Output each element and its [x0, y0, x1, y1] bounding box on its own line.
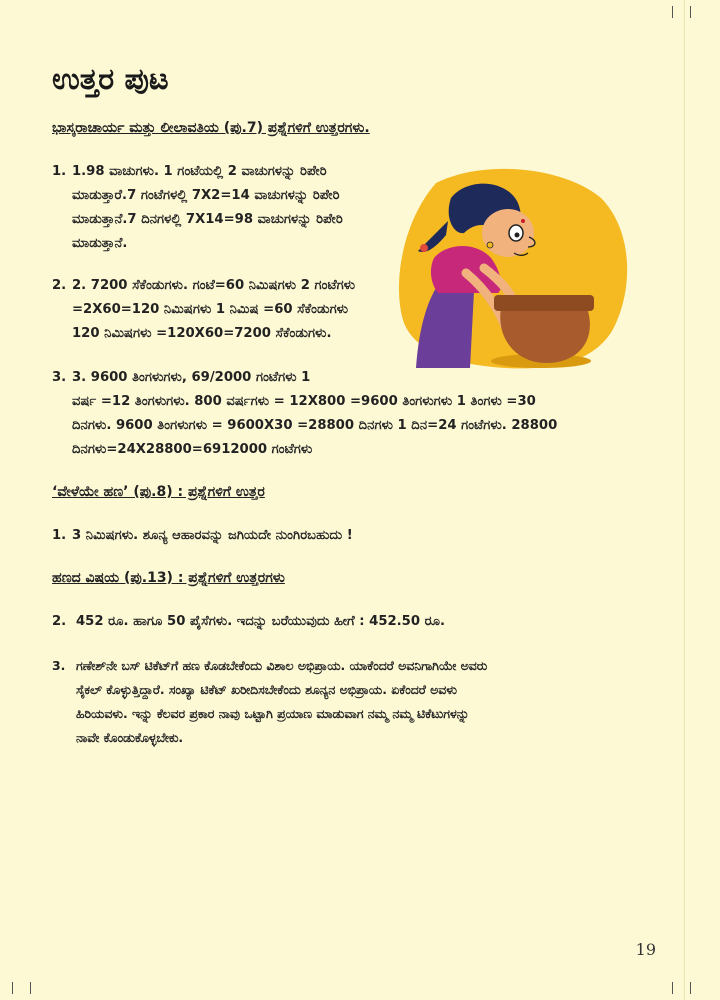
page-edge	[684, 0, 685, 1000]
answer-line: 3 ನಿಮಿಷಗಳು. ಶೂನ್ಯ ಆಹಾರವನ್ನು ಜಗಿಯದೇ ನುಂಗಿರಬಹುದು !	[72, 528, 353, 543]
item-number: 3.	[52, 370, 67, 385]
section-heading-veleye-hana: ‘ವೇಳೆಯೇ ಹಣ’ (ಪು.8) : ಪ್ರಶ್ನೆಗಳಿಗೆ ಉತ್ತರ	[52, 484, 265, 500]
item-number: 2.	[52, 614, 67, 629]
item-number: 3.	[52, 658, 66, 673]
answer-line: 452 ರೂ. ಹಾಗೂ 50 ಪೈಸೆಗಳು. ಇದನ್ನು ಬರೆಯುವುದು ಹೀಗೆ : 452.50 ರೂ.	[76, 614, 446, 629]
answer-line: ಮಾಡುತ್ತಾನೆ.	[72, 236, 128, 251]
answer-line: ದಿನಗಳು. 9600 ತಿಂಗಳುಗಳು = 9600X30 =28800 ದಿನಗಳು 1 ದಿನ=24 ಗಂಟೆಗಳು. 28800	[72, 418, 558, 433]
answer-line: 2. 7200 ಸೆಕೆಂಡುಗಳು. ಗಂಟೆ=60 ನಿಮಿಷಗಳು 2 ಗಂಟೆಗಳು	[72, 278, 356, 293]
section-heading-bhaskaracharya: ಭಾಸ್ಕರಾಚಾರ್ಯ ಮತ್ತು ಲೀಲಾವತಿಯ (ಪು.7) ಪ್ರಶ್ನೆಗಳಿಗೆ ಉತ್ತರಗಳು.	[52, 120, 370, 136]
crop-mark	[30, 982, 31, 994]
crop-mark	[690, 6, 691, 18]
answer-item	[52, 610, 632, 634]
crop-mark	[12, 982, 13, 994]
crop-mark	[690, 982, 691, 994]
answer-item	[52, 654, 652, 750]
answer-line: ಮಾಡುತ್ತಾನೆ.7 ದಿನಗಳಲ್ಲಿ 7X14=98 ವಾಚುಗಳನ್ನು ರಿಪೇರಿ	[72, 212, 343, 227]
crop-mark	[672, 6, 673, 18]
section-heading-hanada-vishaya: ಹಣದ ವಿಷಯ (ಪು.13) : ಪ್ರಶ್ನೆಗಳಿಗೆ ಉತ್ತರಗಳು	[52, 570, 285, 586]
answer-line: ದಿನಗಳು=24X28800=6912000 ಗಂಟೆಗಳು	[72, 442, 313, 457]
answer-line: 1.98 ವಾಚುಗಳು. 1 ಗಂಟೆಯಲ್ಲಿ 2 ವಾಚುಗಳನ್ನು ರಿಪೇರಿ	[72, 164, 327, 179]
answer-line: ಮಾಡುತ್ತಾರೆ.7 ಗಂಟೆಗಳಲ್ಲಿ 7X2=14 ವಾಚುಗಳನ್ನು ರಿಪೇರಿ	[72, 188, 340, 203]
answer-line: 3. 9600 ತಿಂಗಳುಗಳು, 69/2000 ಗಂಟೆಗಳು 1	[72, 370, 311, 385]
item-number: 2.	[52, 278, 67, 293]
answer-item	[52, 366, 612, 462]
answer-line: ಗಣೇಶ್‌ನೇ ಬಸ್ ಟಿಕೆಟ್‌ಗೆ ಹಣ ಕೊಡಬೇಕೆಂದು ವಿಶಾಲ ಅಭಿಪ್ರಾಯ. ಯಾಕೆಂದರೆ ಅವನಿಗಾಗಿಯೇ ಅವರು	[76, 658, 488, 673]
answer-line: ಸೈಕಲ್ ಕೊಳ್ಳುತ್ತಿದ್ದಾರೆ. ಸಂಖ್ಯಾ ಟಿಕೆಟ್ ಖರೀದಿಸಬೇಕೆಂದು ಶೂನ್ಯನ ಅಭಿಪ್ರಾಯ. ಏಕೆಂದರೆ ಅವಳು	[76, 682, 457, 697]
crop-mark	[672, 982, 673, 994]
hair-tie	[420, 244, 428, 252]
pot-lid	[494, 295, 594, 311]
answer-line: =2X60=120 ನಿಮಿಷಗಳು 1 ನಿಮಿಷ =60 ಸೆಕೆಂಡುಗಳು	[72, 302, 349, 317]
earring	[487, 242, 493, 248]
page-title: ಉತ್ತರ ಪುಟ	[52, 62, 169, 97]
answer-item	[52, 524, 612, 548]
answer-item	[52, 274, 392, 346]
bindi	[521, 219, 525, 223]
item-number: 1.	[52, 528, 67, 543]
page-number: 19	[635, 940, 656, 959]
pupil	[515, 233, 520, 238]
item-number: 1.	[52, 164, 67, 179]
girl-with-clay-pot-icon	[396, 163, 628, 373]
answer-line: ವರ್ಷ =12 ತಿಂಗಳುಗಳು. 800 ವರ್ಷಗಳು = 12X800 =9600 ತಿಂಗಳುಗಳು 1 ತಿಂಗಳು =30	[72, 394, 536, 409]
answer-line: ನಾವೇ ಕೊಂಡುಕೊಳ್ಳಬೇಕು.	[76, 730, 184, 745]
answer-line: ಹಿರಿಯವಳು. ಇನ್ನು ಕೆಲವರ ಪ್ರಕಾರ ನಾವು ಒಟ್ಟಾಗಿ ಪ್ರಯಾಣ ಮಾಡುವಾಗ ನಮ್ಮ ನಮ್ಮ ಟಿಕೆಟುಗಳನ್ನು	[76, 706, 470, 721]
face	[482, 209, 534, 257]
answer-item	[52, 160, 382, 256]
answer-line: 120 ನಿಮಿಷಗಳು =120X60=7200 ಸೆಕೆಂಡುಗಳು.	[72, 326, 332, 341]
